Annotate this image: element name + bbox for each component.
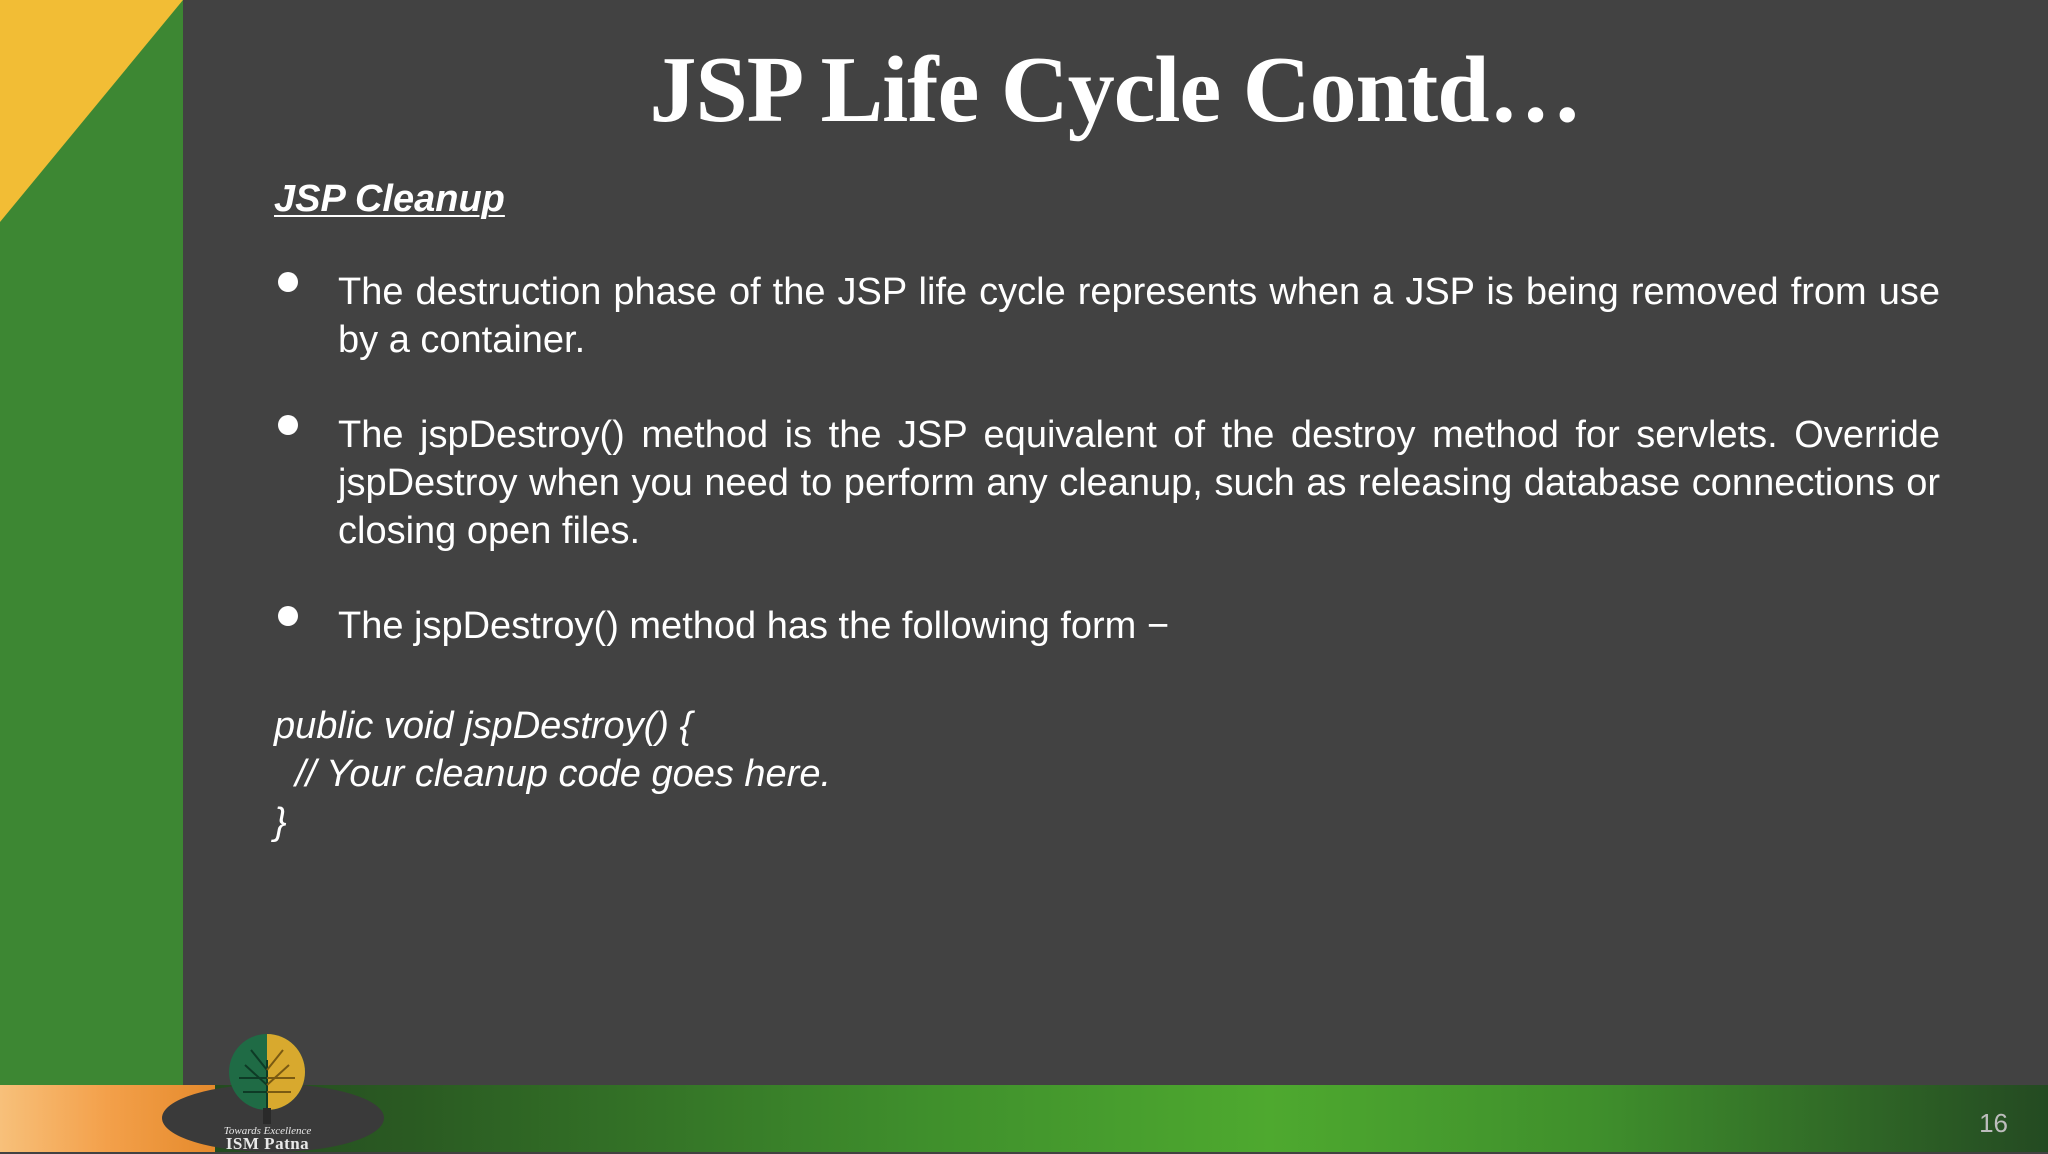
bullet-dot-icon — [278, 272, 298, 292]
bullet-text: The destruction phase of the JSP life cycle represents when a JSP is being removed from use by a container. — [338, 271, 1940, 361]
section-subheading: JSP Cleanup — [274, 178, 505, 220]
bullet-item — [274, 268, 1940, 364]
code-snippet: public void jspDestroy() { // Your cleanup code goes here. } — [274, 705, 832, 843]
bullet-dot-icon — [278, 606, 298, 626]
bullet-item — [274, 411, 1940, 555]
bullet-dot-icon — [278, 415, 298, 435]
bullet-item — [274, 602, 1940, 650]
bullet-text: The jspDestroy() method is the JSP equivalent of the destroy method for servlets. Override jspDestroy when you need to perform any cleanup, such as releasing database connections or closing open files. — [338, 414, 1940, 552]
page-number: 16 — [1979, 1108, 2008, 1138]
slide-title: JSP Life Cycle Contd… — [649, 38, 1582, 142]
logo-name: ISM Patna — [225, 1134, 310, 1153]
logo-tagline: Towards Excellence — [223, 1125, 312, 1137]
corner-accent-triangle — [0, 0, 183, 222]
bullet-list — [274, 268, 1940, 650]
bullet-text: The jspDestroy() method has the following form − — [338, 605, 1170, 647]
